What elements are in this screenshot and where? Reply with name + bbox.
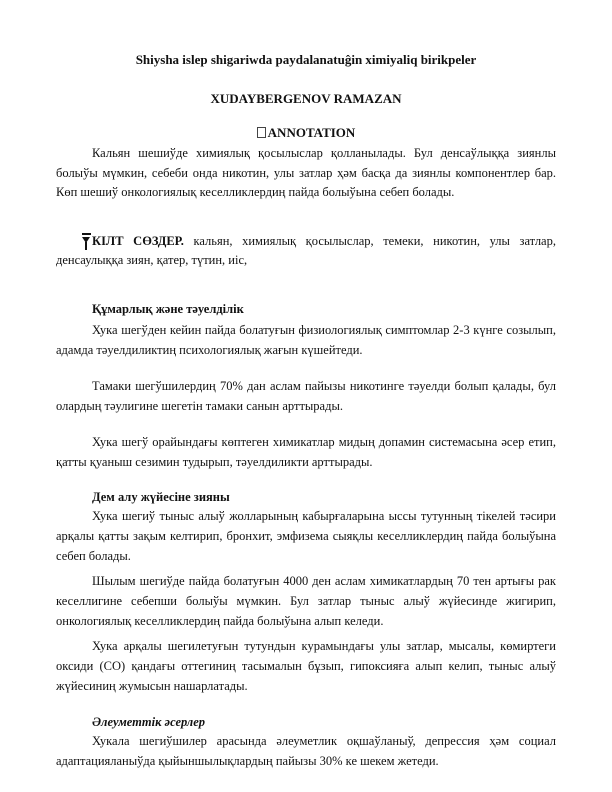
section-heading-social: Әлеуметтік әсерлер xyxy=(92,715,206,729)
section-heading-respiratory: Дем алу жүйесіне зияны xyxy=(92,490,230,504)
author-name: XUDAYBERGENOV RAMAZAN xyxy=(210,91,402,106)
annotation-heading xyxy=(0,125,612,141)
document-title: Shiysha islep shigariwda paydalanatuĝin ximiyaliq birikpeler xyxy=(135,52,477,67)
keywords-text: кальян, химиялық қосылыслар, темеки, никотин, улы затлар, денсаулыққа зиян, қатер, түтин, иіс, xyxy=(56,234,556,267)
section-paragraph: Шылым шегиўде пайда болатуғын 4000 ден аслам химикатлардың 70 тен артығы рак кеселлигине себепши болыўы мүмкин. Бул затлар тыныс алыў жүйесинде жигирип, онкологиялық кеселликлердиң пайда болыўына алып келеди. xyxy=(56,574,556,628)
section-paragraph: Тамаки шегўшилердиң 70% дан аслам пайызы никотинге тәуелди болып қалады, бул олардың тәулигине шегетін тамаки санын арттырады. xyxy=(56,379,556,413)
annotation-paragraph: Кальян шешиўде химиялық қосылыслар қолланылады. Бул денсаўлыққа зиянлы болыўы мүмкин, себеби онда никотин, улы затлар ҳәм басқа да зиянлы компонентлер бар. Көп шешиў онкологиялық кеселликлердиң пайда болыўына себеп болады. xyxy=(56,146,556,199)
section-paragraph: Хука шегўден кейин пайда болатуғын физиологиялық симптомлар 2-3 күнге созылып, адамда тәуелдиликтиң психологиялық жағын күшейтеди. xyxy=(56,323,556,357)
keywords-paragraph xyxy=(56,232,556,270)
section-paragraph: Хукала шегиўшилер арасында әлеуметлик оқшаўланыў, депрессия ҳәм социал адаптацияланыўда қыйыншылықлардың пайызы 30% ке шекем жетеди. xyxy=(56,734,556,768)
annotation-heading-text: ANNOTATION xyxy=(267,125,356,140)
section-heading-addiction: Құмарлық және тәуелділік xyxy=(92,302,244,316)
funnel-icon xyxy=(82,237,90,243)
missing-glyph-icon xyxy=(257,127,266,138)
keywords-label: КІЛТ СӨЗДЕР. xyxy=(92,234,184,248)
section-paragraph: Хука шегў орайындағы көптеген химикатлар мидың допамин системасына әсер етип, қатты қуаныш сезимин тудырып, тәуелдиликти арттырады. xyxy=(56,435,556,469)
section-paragraph: Хука арқалы шегилетуғын тутундын курамындағы улы затлар, мысалы, көмиртеги оксиди (СО) қандағы оттегиниң тасымалын бұзып, гипоксияға алып келип, тыныс алыў жүйесиниң жумысын нашарлатады. xyxy=(56,639,556,693)
funnel-bar-mark xyxy=(82,233,91,235)
section-paragraph: Хука шегиў тыныс алыў жолларының кабырғаларына ыссы тутунның тікелей тәсири арқалы қатты зақым келтирип, бронхит, эмфизема сыяқлы кеселликлердиң пайда болыўына себеп болады. xyxy=(56,509,556,563)
